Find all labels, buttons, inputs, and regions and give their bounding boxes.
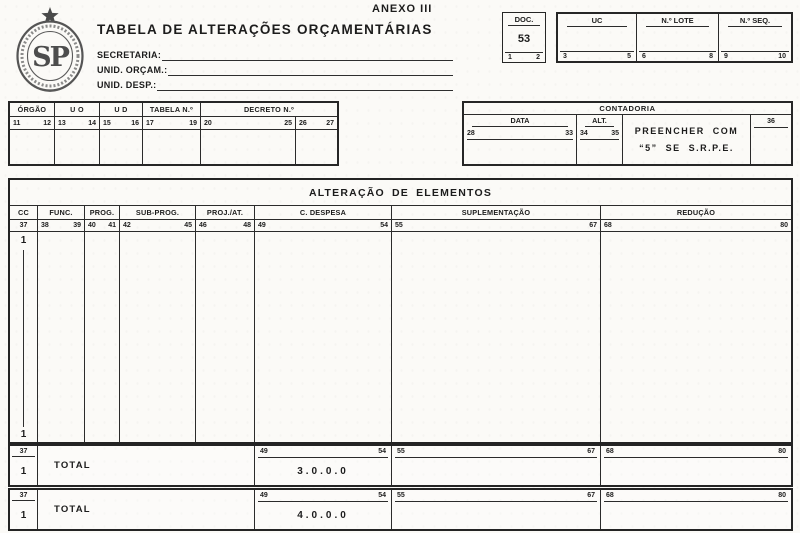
suplementacao-numbers bbox=[391, 220, 600, 232]
reducao-column-numbers bbox=[604, 492, 788, 502]
seal-monogram: SP bbox=[32, 42, 68, 73]
reducao-total-value bbox=[601, 502, 791, 529]
col-header-cc: CC bbox=[10, 206, 37, 220]
doc-box bbox=[502, 12, 546, 63]
uc-label: UC bbox=[591, 16, 603, 25]
col-header-suplementacao: SUPLEMENTAÇÃO bbox=[391, 206, 600, 220]
cc-numbers bbox=[10, 220, 37, 232]
field-36-column bbox=[750, 115, 791, 164]
note-line-1: PREENCHER COM bbox=[634, 126, 739, 136]
column-numbers-row bbox=[10, 220, 791, 232]
col-end-number: 67 bbox=[589, 222, 597, 229]
col-end-number: 67 bbox=[587, 448, 595, 455]
note-line-2: “5” SE S.R.P.E. bbox=[639, 143, 734, 153]
col-start-number: 55 bbox=[397, 492, 405, 499]
contadoria-box bbox=[462, 101, 793, 166]
ud-column-numbers bbox=[99, 117, 142, 130]
contadoria-grid bbox=[464, 115, 791, 164]
body-cell-cc bbox=[10, 232, 37, 442]
ud-header: U D bbox=[99, 103, 142, 117]
lote-label: N.º LOTE bbox=[661, 16, 694, 25]
total-reducao-cell bbox=[600, 446, 791, 485]
decreto2-column-numbers bbox=[295, 117, 337, 130]
write-in-area bbox=[577, 140, 622, 164]
col-end-number: 80 bbox=[780, 222, 788, 229]
identification-fields bbox=[97, 46, 453, 91]
col-end-number: 45 bbox=[184, 222, 192, 229]
col-end-number: 39 bbox=[73, 222, 81, 229]
col-header-projat: PROJ./AT. bbox=[195, 206, 254, 220]
field-unid-desp bbox=[97, 76, 453, 91]
reducao-numbers bbox=[600, 220, 791, 232]
col-end-number: 48 bbox=[243, 222, 251, 229]
col-end-number: 8 bbox=[709, 53, 713, 60]
col-start-number: 38 bbox=[41, 222, 49, 229]
field-secretaria bbox=[97, 46, 453, 61]
col-end-number: 67 bbox=[587, 492, 595, 499]
despesa-column-numbers bbox=[258, 448, 388, 458]
col-start-number: 68 bbox=[606, 492, 614, 499]
anexo-label: ANEXO III bbox=[372, 3, 433, 15]
data-column-numbers bbox=[464, 127, 576, 139]
form-title: TABELA DE ALTERAÇÕES ORÇAMENTÁRIAS bbox=[97, 22, 433, 37]
write-in-area bbox=[751, 128, 791, 164]
col-start-number: 55 bbox=[397, 448, 405, 455]
data-label: DATA bbox=[510, 116, 530, 125]
cc-top-marker: 1 bbox=[20, 235, 27, 246]
seq-column bbox=[718, 14, 791, 61]
cc-bottom-marker: 1 bbox=[20, 429, 27, 440]
col-start-number: 17 bbox=[146, 119, 154, 127]
decreto-column-numbers bbox=[200, 117, 295, 130]
reducao-total-value bbox=[601, 458, 791, 485]
col-end-number: 33 bbox=[565, 129, 573, 137]
total-suplementacao-cell bbox=[391, 490, 600, 529]
col-end-number: 54 bbox=[378, 448, 386, 455]
alt-label: ALT. bbox=[592, 116, 607, 125]
col-start-number: 42 bbox=[123, 222, 131, 229]
seq-column-numbers bbox=[721, 51, 789, 61]
col-end-number: 16 bbox=[131, 119, 139, 127]
lote-column-numbers bbox=[639, 51, 716, 61]
col-number-36: 36 bbox=[767, 117, 775, 125]
col-end-number: 2 bbox=[536, 54, 540, 61]
total-despesa-cell bbox=[254, 490, 391, 529]
secretaria-write-line bbox=[162, 49, 453, 61]
field-label: SECRETARIA: bbox=[97, 50, 162, 60]
col-end-number: 80 bbox=[778, 448, 786, 455]
col-end-number: 27 bbox=[326, 119, 334, 127]
tabela-header: TABELA N.º bbox=[142, 103, 200, 117]
col-end-number: 41 bbox=[108, 222, 116, 229]
col-start-number: 20 bbox=[204, 119, 212, 127]
suplementacao-column-numbers bbox=[395, 492, 597, 502]
cc-column-number: 37 bbox=[12, 490, 35, 501]
write-in-area bbox=[464, 140, 576, 164]
projat-numbers bbox=[195, 220, 254, 232]
col-end-number: 80 bbox=[778, 492, 786, 499]
total-label-cell bbox=[37, 490, 254, 529]
col-start-number: 28 bbox=[467, 129, 475, 137]
unid-orcam-write-line bbox=[168, 64, 453, 76]
seq-label: N.º SEQ. bbox=[739, 16, 771, 25]
body-cell-prog bbox=[84, 232, 119, 442]
col-start-number: 37 bbox=[19, 222, 28, 229]
col-start-number: 3 bbox=[563, 53, 567, 60]
contadoria-title: CONTADORIA bbox=[464, 103, 791, 115]
table-body bbox=[10, 232, 791, 442]
col-end-number: 25 bbox=[284, 119, 292, 127]
field-unid-orcam bbox=[97, 61, 453, 76]
uc-column bbox=[558, 14, 636, 61]
total-label: TOTAL bbox=[54, 460, 91, 471]
state-seal bbox=[13, 5, 87, 93]
col-end-number: 35 bbox=[611, 129, 619, 137]
col-start-number: 49 bbox=[260, 448, 268, 455]
col-start-number: 55 bbox=[395, 222, 403, 229]
total-despesa-cell bbox=[254, 446, 391, 485]
col-start-number: 15 bbox=[103, 119, 111, 127]
total-cc-cell bbox=[10, 490, 37, 529]
despesa-total-value: 3.0.0.0 bbox=[297, 466, 349, 477]
despesa-numbers bbox=[254, 220, 391, 232]
col-start-number: 26 bbox=[299, 119, 307, 127]
col-start-number: 49 bbox=[260, 492, 268, 499]
suplementacao-total-value bbox=[392, 502, 600, 529]
func-numbers bbox=[37, 220, 84, 232]
body-cell-func bbox=[37, 232, 84, 442]
write-in-cell bbox=[200, 130, 295, 164]
write-in-area bbox=[637, 27, 718, 51]
col-start-number: 9 bbox=[724, 53, 728, 60]
col-end-number: 54 bbox=[380, 222, 388, 229]
col-header-reducao: REDUÇÃO bbox=[600, 206, 791, 220]
col-header-despesa: C. DESPESA bbox=[254, 206, 391, 220]
body-cell-subprog bbox=[119, 232, 195, 442]
field-label: UNID. ORÇAM.: bbox=[97, 65, 168, 75]
data-column bbox=[464, 115, 576, 164]
col-end-number: 10 bbox=[778, 53, 786, 60]
table-title: ALTERAÇÃO DE ELEMENTOS bbox=[10, 180, 791, 206]
despesa-total-value: 4.0.0.0 bbox=[297, 510, 349, 521]
write-in-cell bbox=[142, 130, 200, 164]
total-row-3000 bbox=[8, 444, 793, 487]
col-header-prog: PROG. bbox=[84, 206, 119, 220]
lote-column bbox=[636, 14, 718, 61]
col-start-number: 40 bbox=[88, 222, 96, 229]
uc-lote-seq-box bbox=[556, 12, 793, 63]
col-end-number: 54 bbox=[378, 492, 386, 499]
field-label: UNID. DESP.: bbox=[97, 80, 157, 90]
subprog-numbers bbox=[119, 220, 195, 232]
tabela-column-numbers bbox=[142, 117, 200, 130]
cc-value: 1 bbox=[20, 465, 27, 477]
orgao-column-numbers bbox=[10, 117, 54, 130]
total-cc-cell bbox=[10, 446, 37, 485]
col-end-number: 19 bbox=[189, 119, 197, 127]
doc-column-numbers bbox=[505, 52, 543, 62]
reducao-column-numbers bbox=[604, 448, 788, 458]
total-reducao-cell bbox=[600, 490, 791, 529]
total-label: TOTAL bbox=[54, 504, 91, 515]
col-start-number: 13 bbox=[58, 119, 66, 127]
body-cell-despesa bbox=[254, 232, 391, 442]
column-labels-row bbox=[10, 206, 791, 220]
col-end-number: 12 bbox=[43, 119, 51, 127]
doc-label: DOC. bbox=[514, 15, 534, 24]
orgao-header: ÓRGÃO bbox=[10, 103, 54, 117]
total-label-cell bbox=[37, 446, 254, 485]
col-start-number: 68 bbox=[606, 448, 614, 455]
total-row-4000 bbox=[8, 488, 793, 531]
col-start-number: 68 bbox=[604, 222, 612, 229]
suplementacao-total-value bbox=[392, 458, 600, 485]
col-start-number: 11 bbox=[13, 119, 21, 127]
cc-vertical-rule bbox=[23, 250, 24, 427]
uo-column-numbers bbox=[54, 117, 99, 130]
suplementacao-column-numbers bbox=[395, 448, 597, 458]
orgao-table bbox=[8, 101, 339, 166]
col-start-number: 49 bbox=[258, 222, 266, 229]
col-start-number: 46 bbox=[199, 222, 207, 229]
write-in-area bbox=[719, 27, 791, 51]
unid-desp-write-line bbox=[157, 79, 453, 91]
prog-numbers bbox=[84, 220, 119, 232]
uo-header: U O bbox=[54, 103, 99, 117]
alt-column bbox=[576, 115, 622, 164]
cc-value: 1 bbox=[20, 509, 27, 521]
col-header-func: FUNC. bbox=[37, 206, 84, 220]
total-suplementacao-cell bbox=[391, 446, 600, 485]
cc-column-number: 37 bbox=[12, 446, 35, 457]
uc-column-numbers bbox=[560, 51, 634, 61]
write-in-cell bbox=[10, 130, 54, 164]
doc-value: 53 bbox=[517, 33, 531, 45]
col-start-number: 34 bbox=[580, 129, 588, 137]
write-in-cell bbox=[54, 130, 99, 164]
decreto-header: DECRETO N.º bbox=[200, 103, 337, 117]
col-end-number: 14 bbox=[88, 119, 96, 127]
body-cell-reducao bbox=[600, 232, 791, 442]
body-cell-suplementacao bbox=[391, 232, 600, 442]
note-cell bbox=[622, 115, 750, 164]
body-cell-projat bbox=[195, 232, 254, 442]
col-header-subprog: SUB-PROG. bbox=[119, 206, 195, 220]
despesa-column-numbers bbox=[258, 492, 388, 502]
col-end-number: 5 bbox=[627, 53, 631, 60]
alteracao-elementos-table bbox=[8, 178, 793, 444]
write-in-cell bbox=[295, 130, 337, 164]
col-start-number: 6 bbox=[642, 53, 646, 60]
write-in-area bbox=[558, 27, 636, 51]
alt-column-numbers bbox=[577, 127, 622, 139]
col-start-number: 1 bbox=[508, 54, 512, 61]
write-in-cell bbox=[99, 130, 142, 164]
